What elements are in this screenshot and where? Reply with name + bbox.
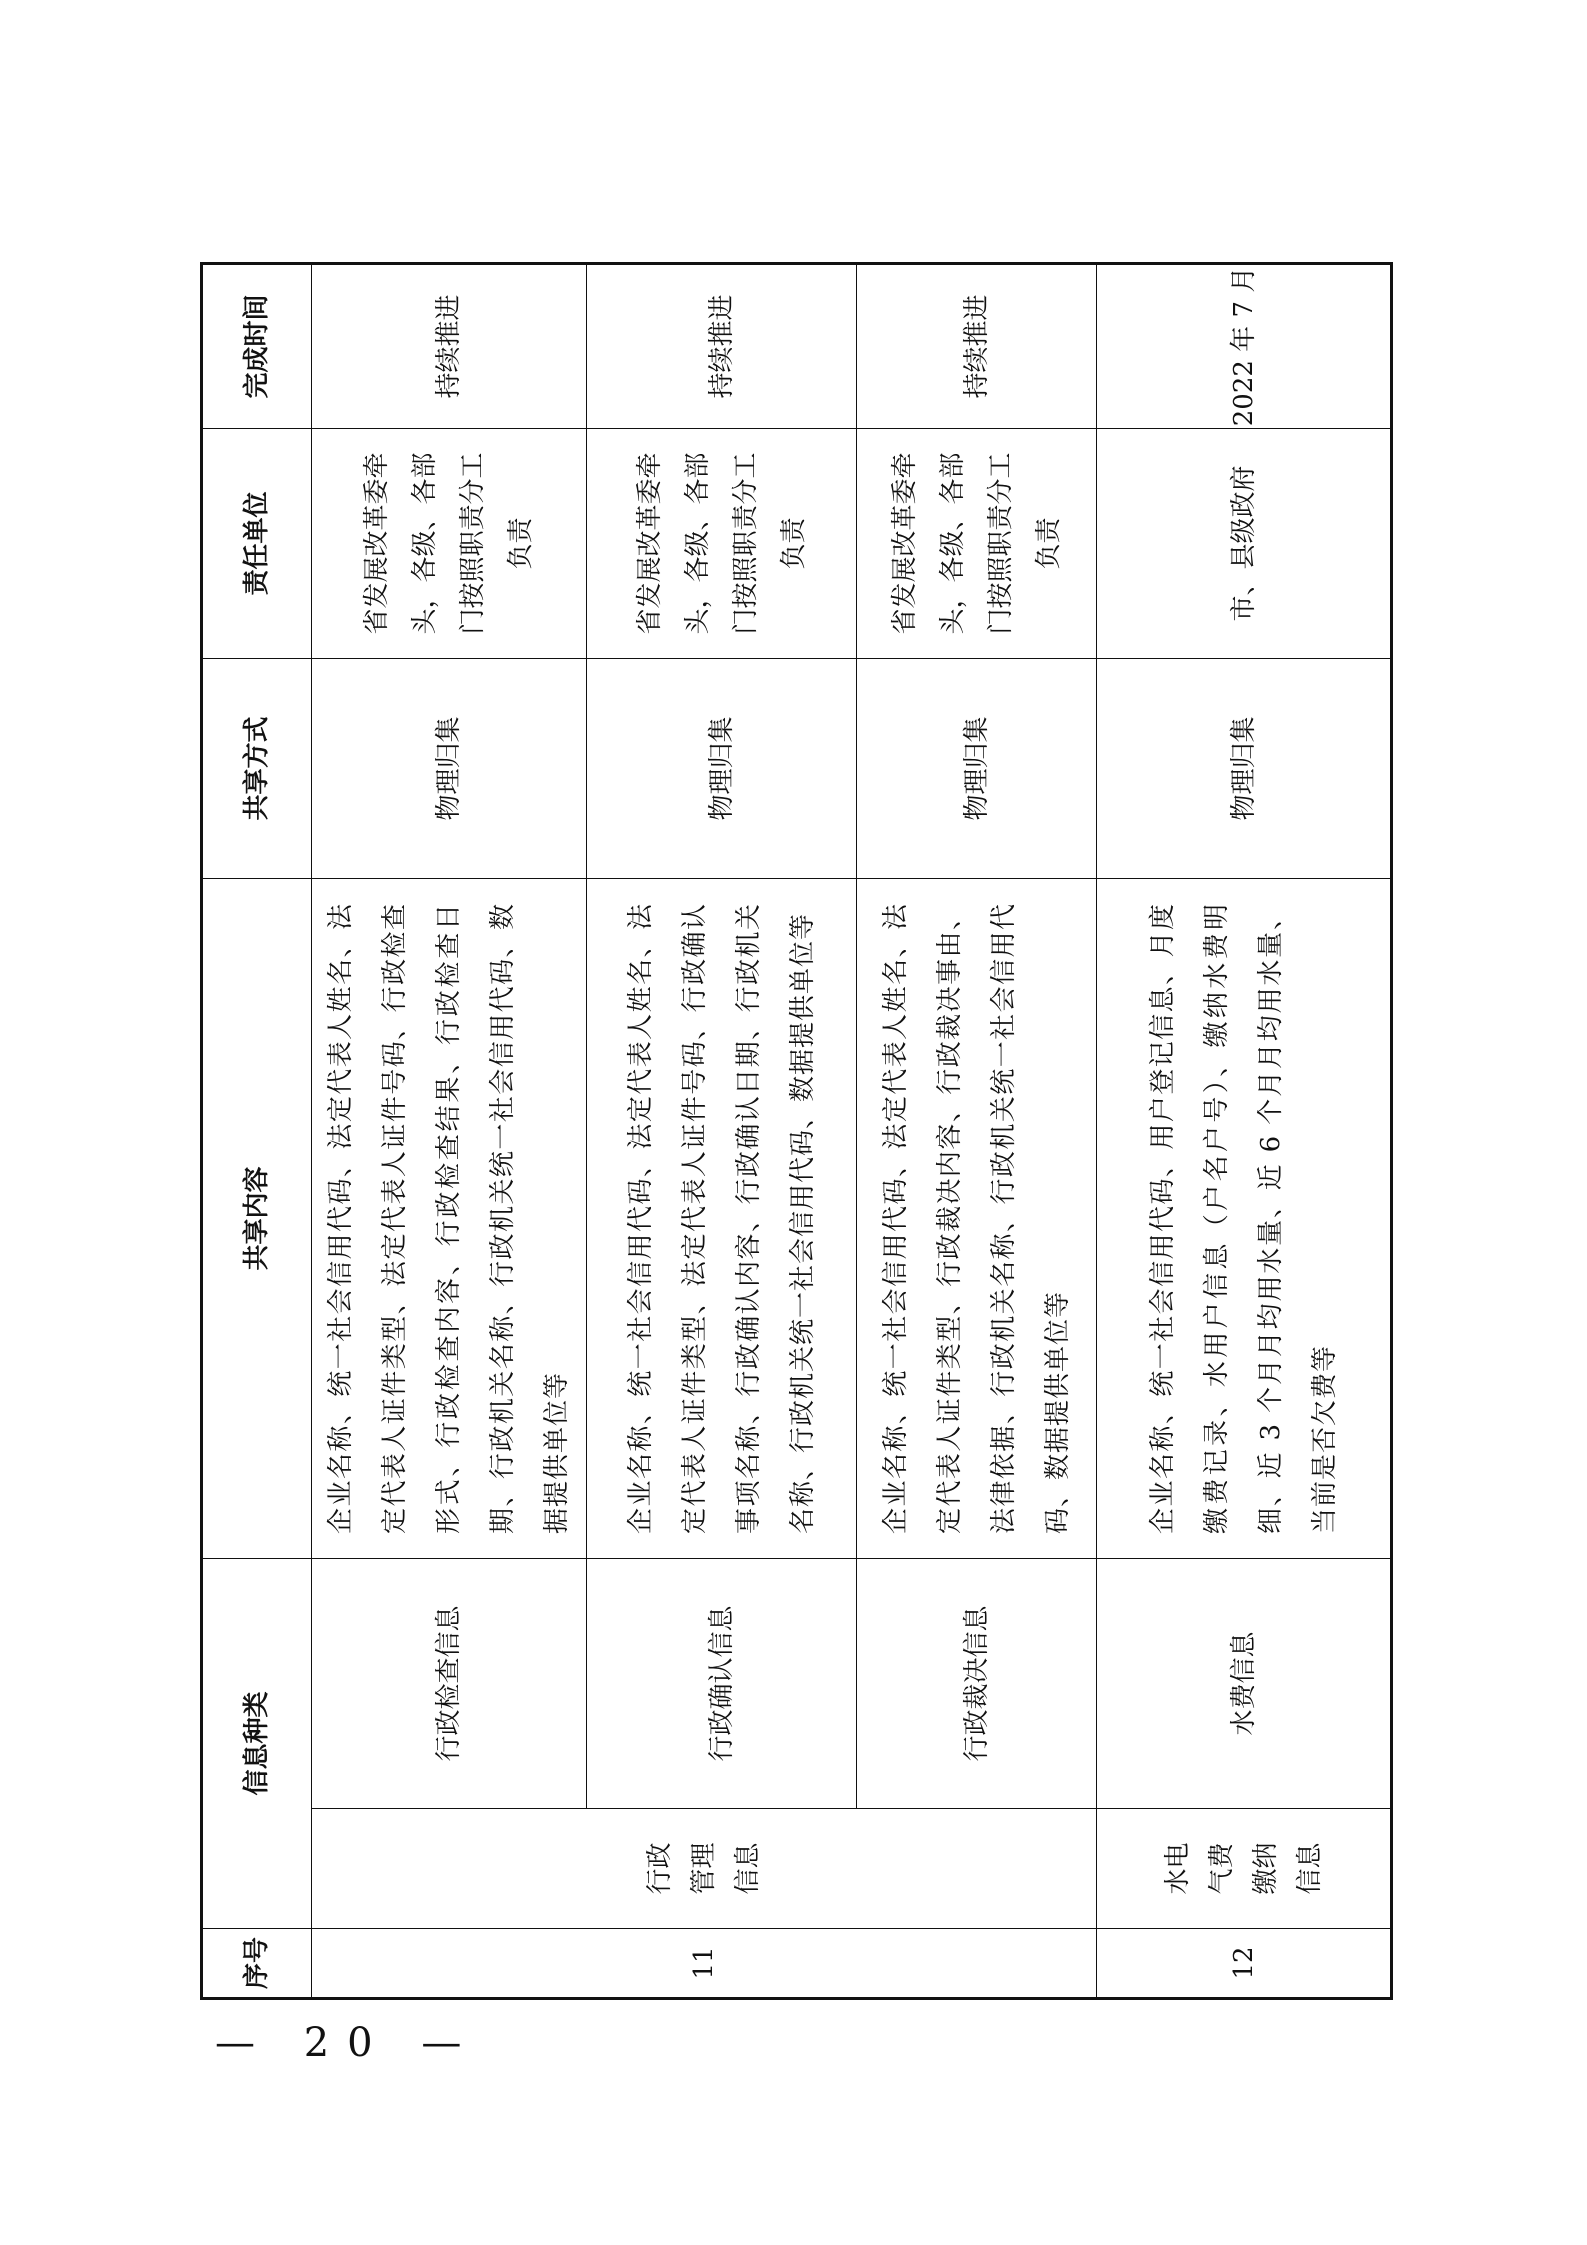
info-name-cell: 行政确认信息 [587, 1558, 857, 1808]
header-method: 共享方式 [202, 658, 312, 878]
page-number: — 20 — [215, 2020, 480, 2066]
category-line: 气费 [1206, 1842, 1237, 1895]
method-cell: 物理归集 [587, 658, 857, 878]
time-cell: 持续推进 [857, 263, 1097, 428]
header-unit: 责任单位 [202, 428, 312, 658]
unit-cell: 省发展改革委牵头，各级、各部门按照职责分工负责 [312, 428, 587, 658]
category-cell [312, 1809, 1097, 1929]
method-cell: 物理归集 [857, 658, 1097, 878]
table-row [312, 263, 587, 1998]
header-content: 共享内容 [202, 878, 312, 1558]
header-time: 完成时间 [202, 263, 312, 428]
seq-cell: 11 [312, 1929, 1097, 1999]
category-line: 缴纳 [1250, 1842, 1281, 1895]
category-line: 信息 [733, 1842, 763, 1895]
time-cell: 持续推进 [312, 263, 587, 428]
content-cell: 企业名称、统一社会信用代码、用户登记信息、月度缴费记录、水用户信息（户名户号）、缴纳水费明细、近 3 个月月均用水量、近 6 个月月均用水量、当前是否欠费等 [1097, 878, 1392, 1558]
table-row [1097, 263, 1392, 1998]
category-line: 管理 [689, 1842, 719, 1895]
content-cell: 企业名称、统一社会信用代码、法定代表人姓名、法定代表人证件类型、行政裁决内容、行政裁决事由、法律依据、行政机关名称、行政机关统一社会信用代码、数据提供单位等 [857, 878, 1097, 1558]
method-cell: 物理归集 [312, 658, 587, 878]
method-cell: 物理归集 [1097, 658, 1392, 878]
data-sharing-table [200, 262, 1393, 2000]
category-line: 行政 [645, 1842, 675, 1895]
header-seq: 序号 [202, 1929, 312, 1999]
rotated-table-page [200, 265, 1390, 2000]
unit-cell: 市、县级政府 [1097, 428, 1392, 658]
unit-cell: 省发展改革委牵头，各级、各部门按照职责分工负责 [857, 428, 1097, 658]
info-name-cell: 行政裁决信息 [857, 1558, 1097, 1808]
time-cell: 持续推进 [587, 263, 857, 428]
time-cell: 2022 年 7 月 [1097, 263, 1392, 428]
unit-cell: 省发展改革委牵头，各级、各部门按照职责分工负责 [587, 428, 857, 658]
content-cell: 企业名称、统一社会信用代码、法定代表人姓名、法定代表人证件类型、法定代表人证件号码、行政检查形式、行政检查内容、行政检查结果、行政检查日期、行政机关名称、行政机关统一社会信用代码、数据提供单位等 [312, 878, 587, 1558]
category-line: 信息 [1294, 1842, 1325, 1895]
content-cell: 企业名称、统一社会信用代码、法定代表人姓名、法定代表人证件类型、法定代表人证件号码、行政确认事项名称、行政确认内容、行政确认日期、行政机关名称、行政机关统一社会信用代码、数据提供单位等 [587, 878, 857, 1558]
table-row [857, 263, 1097, 1998]
header-row [202, 263, 312, 1998]
category-cell [1097, 1809, 1392, 1929]
info-name-cell: 水费信息 [1097, 1558, 1392, 1808]
category-line: 水电 [1162, 1842, 1193, 1895]
seq-cell: 12 [1097, 1929, 1392, 1999]
table-row [587, 263, 857, 1998]
header-info-type: 信息种类 [202, 1558, 312, 1928]
info-name-cell: 行政检查信息 [312, 1558, 587, 1808]
